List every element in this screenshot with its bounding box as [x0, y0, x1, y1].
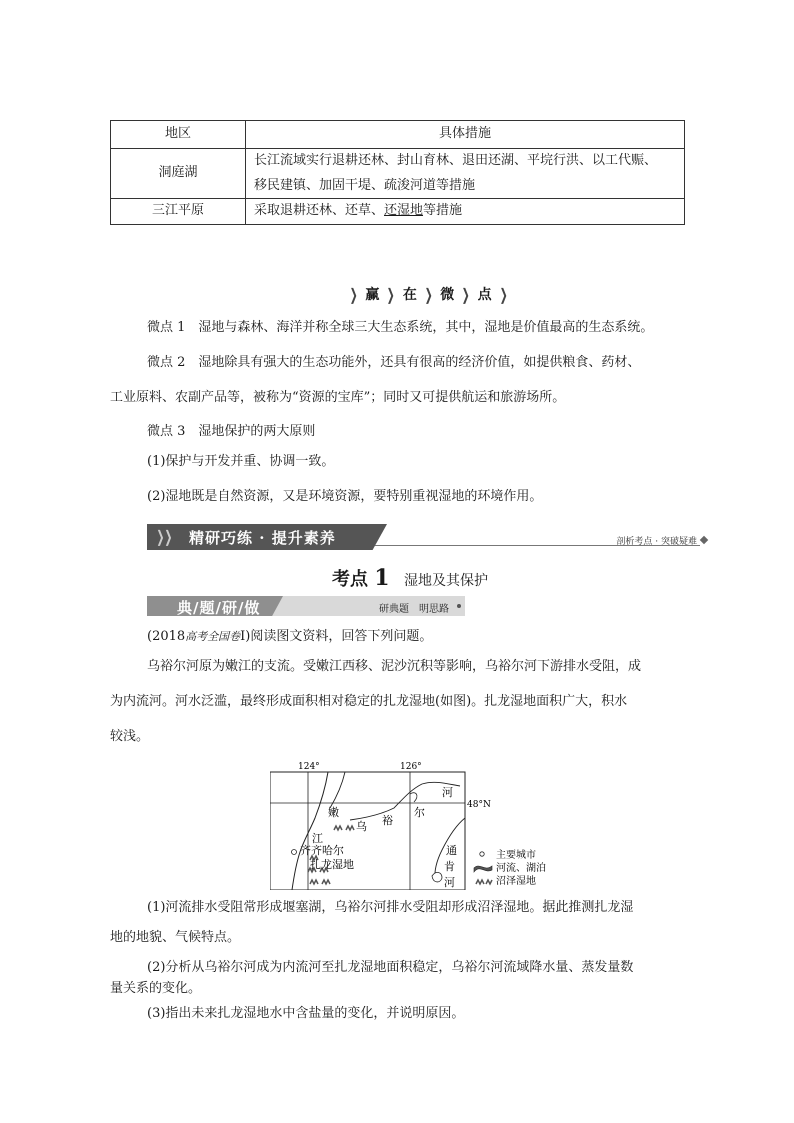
- chevron-right-icon: ❯: [499, 284, 508, 304]
- weidian-label: 微点 2: [147, 355, 186, 370]
- ying-zai-wei-dian-banner: [350, 282, 507, 306]
- zhalong-map: [270, 760, 570, 890]
- principle-1: (1)保护与开发并重、协调一致。: [147, 454, 335, 469]
- table-header-region: 地区: [111, 121, 246, 149]
- section-band: [147, 524, 707, 550]
- legend-marsh-icon: [476, 880, 492, 884]
- question-1-cont: 地的地貌、气候特点。: [110, 930, 241, 945]
- legend-city-label: 主要城市: [496, 850, 536, 861]
- material-line: 乌裕尔河原为嫩江的支流。受嫩江西移、泥沙沉积等影响，乌裕尔河下游排水受阻，成: [147, 659, 642, 674]
- dian-ti-bar: [147, 596, 465, 616]
- kaodian-heading: [332, 565, 390, 591]
- map-label-he2: 河: [444, 876, 455, 889]
- section-title-dot: ·: [259, 529, 266, 547]
- legend-marsh-label: 沼泽湿地: [496, 876, 536, 887]
- table-cell-region: 洞庭湖: [111, 149, 246, 199]
- chevron-right-icon: ❯: [461, 284, 470, 304]
- weidian-1: [147, 318, 653, 338]
- map-label-jiang: 江: [312, 832, 323, 845]
- map-label-er: 尔: [414, 806, 425, 819]
- question-1: (1)河流排水受阻常形成堰塞湖，乌裕尔河排水受阻却形成沼泽湿地。据此推测扎龙湿: [147, 900, 634, 915]
- table-header-row: [111, 121, 685, 149]
- map-label-qiqihar: 齐齐哈尔: [300, 844, 344, 857]
- banner-char: 微: [440, 287, 455, 303]
- dian-ti-right-text: 研典题 明思路: [379, 604, 449, 615]
- chevron-right-icon: ❯❯: [156, 527, 173, 546]
- question-source: [147, 627, 432, 647]
- dian-ti-title: 典/题/研/做: [177, 599, 261, 617]
- table-header-measures: 具体措施: [246, 121, 685, 149]
- measures-line: 移民建镇、加固干堤、疏浚河道等措施: [254, 177, 476, 193]
- map-label-zhalong: 扎龙湿地: [310, 858, 354, 871]
- weidian-text: 湿地除具有强大的生态功能外，还具有很高的经济价值，如提供粮食、药材、: [198, 355, 641, 370]
- legend-river-icon: [474, 866, 492, 872]
- material-line: 较浅。: [110, 729, 150, 744]
- lake: [432, 872, 442, 882]
- map-label-ken: 肯: [444, 860, 455, 873]
- lon-label-124: 124°: [298, 762, 320, 772]
- legend-river-label: 河流、湖泊: [496, 863, 546, 874]
- map-label-yu: 裕: [382, 814, 393, 827]
- wuyur-loop: [410, 793, 417, 802]
- measures-table: [110, 120, 685, 225]
- principle-2: (2)湿地既是自然资源，又是环境资源，要特别重视湿地的环境作用。: [147, 489, 543, 504]
- map-label-wu: 乌: [356, 820, 367, 833]
- section-right-text: 剖析考点 · 突破疑难: [616, 537, 697, 547]
- table-cell-measures: [246, 149, 685, 199]
- chevron-right-icon: ❯: [349, 284, 358, 304]
- city-qiqihar: [292, 850, 297, 855]
- map-label-nen: 嫩: [328, 806, 339, 819]
- banner-char: 点: [477, 287, 492, 303]
- table-cell-region: 三江平原: [111, 199, 246, 225]
- material-line: 为内流河。河水泛滥，最终形成面积相对稳定的扎龙湿地(如图)。扎龙湿地面积广大，积水: [110, 694, 628, 709]
- map-label-he: 河: [442, 786, 453, 799]
- question-3: (3)指出未来扎龙湿地水中含盐量的变化，并说明原因。: [147, 1006, 465, 1021]
- table-cell-measures: [246, 199, 685, 225]
- source-suffix: Ⅰ)阅读图文资料，回答下列问题。: [240, 629, 433, 644]
- measures-line: 长江流域实行退耕还林、封山育林、退田还湖、平垸行洪、以工代赈、: [254, 153, 658, 168]
- weidian-label: 微点 1: [147, 320, 186, 335]
- section-title: [189, 527, 336, 548]
- nen-tributary: [330, 772, 345, 808]
- banner-char: 在: [402, 287, 417, 303]
- measures-text: 等措施: [423, 203, 463, 219]
- map-label-tong: 通: [446, 844, 457, 857]
- legend-city-icon: [480, 852, 484, 856]
- weidian-text: 湿地保护的两大原则: [198, 424, 316, 439]
- dot-icon: [457, 604, 461, 608]
- question-2-cont: 量关系的变化。: [110, 981, 202, 996]
- measures-underlined-text: 还湿地: [384, 203, 424, 219]
- section-title-part2: 提升素养: [271, 529, 336, 547]
- lon-label-126: 126°: [400, 762, 422, 772]
- kaodian-number: 1: [374, 565, 390, 591]
- weidian-2-cont: 工业原料、农副产品等，被称为“资源的宝库”；同时又可提供航运和旅游场所。: [110, 390, 566, 405]
- diamond-icon: [700, 536, 708, 544]
- table-row: [111, 149, 685, 199]
- weidian-text: 湿地与森林、海洋并称全球三大生态系统，其中，湿地是价值最高的生态系统。: [198, 320, 654, 335]
- kaodian-label: 考点: [332, 569, 368, 590]
- question-2: (2)分析从乌裕尔河成为内流河至扎龙湿地面积稳定，乌裕尔河流域降水量、蒸发量数: [147, 960, 634, 975]
- weidian-3: [147, 422, 315, 442]
- source-exam: 高考全国卷: [185, 630, 241, 643]
- chevron-right-icon: ❯: [424, 284, 433, 304]
- chevron-right-icon: ❯: [387, 284, 396, 304]
- weidian-2: [147, 353, 640, 373]
- kaodian-subtitle: 湿地及其保护: [404, 573, 488, 589]
- measures-text: 采取退耕还林、还草、: [254, 203, 385, 219]
- section-title-part1: 精研巧练: [189, 529, 254, 547]
- source-prefix: (2018: [147, 629, 186, 644]
- table-row: [111, 199, 685, 225]
- lat-label-48: 48°N: [467, 800, 491, 810]
- weidian-label: 微点 3: [147, 424, 186, 439]
- banner-char: 赢: [365, 287, 380, 303]
- nen-river: [292, 772, 328, 890]
